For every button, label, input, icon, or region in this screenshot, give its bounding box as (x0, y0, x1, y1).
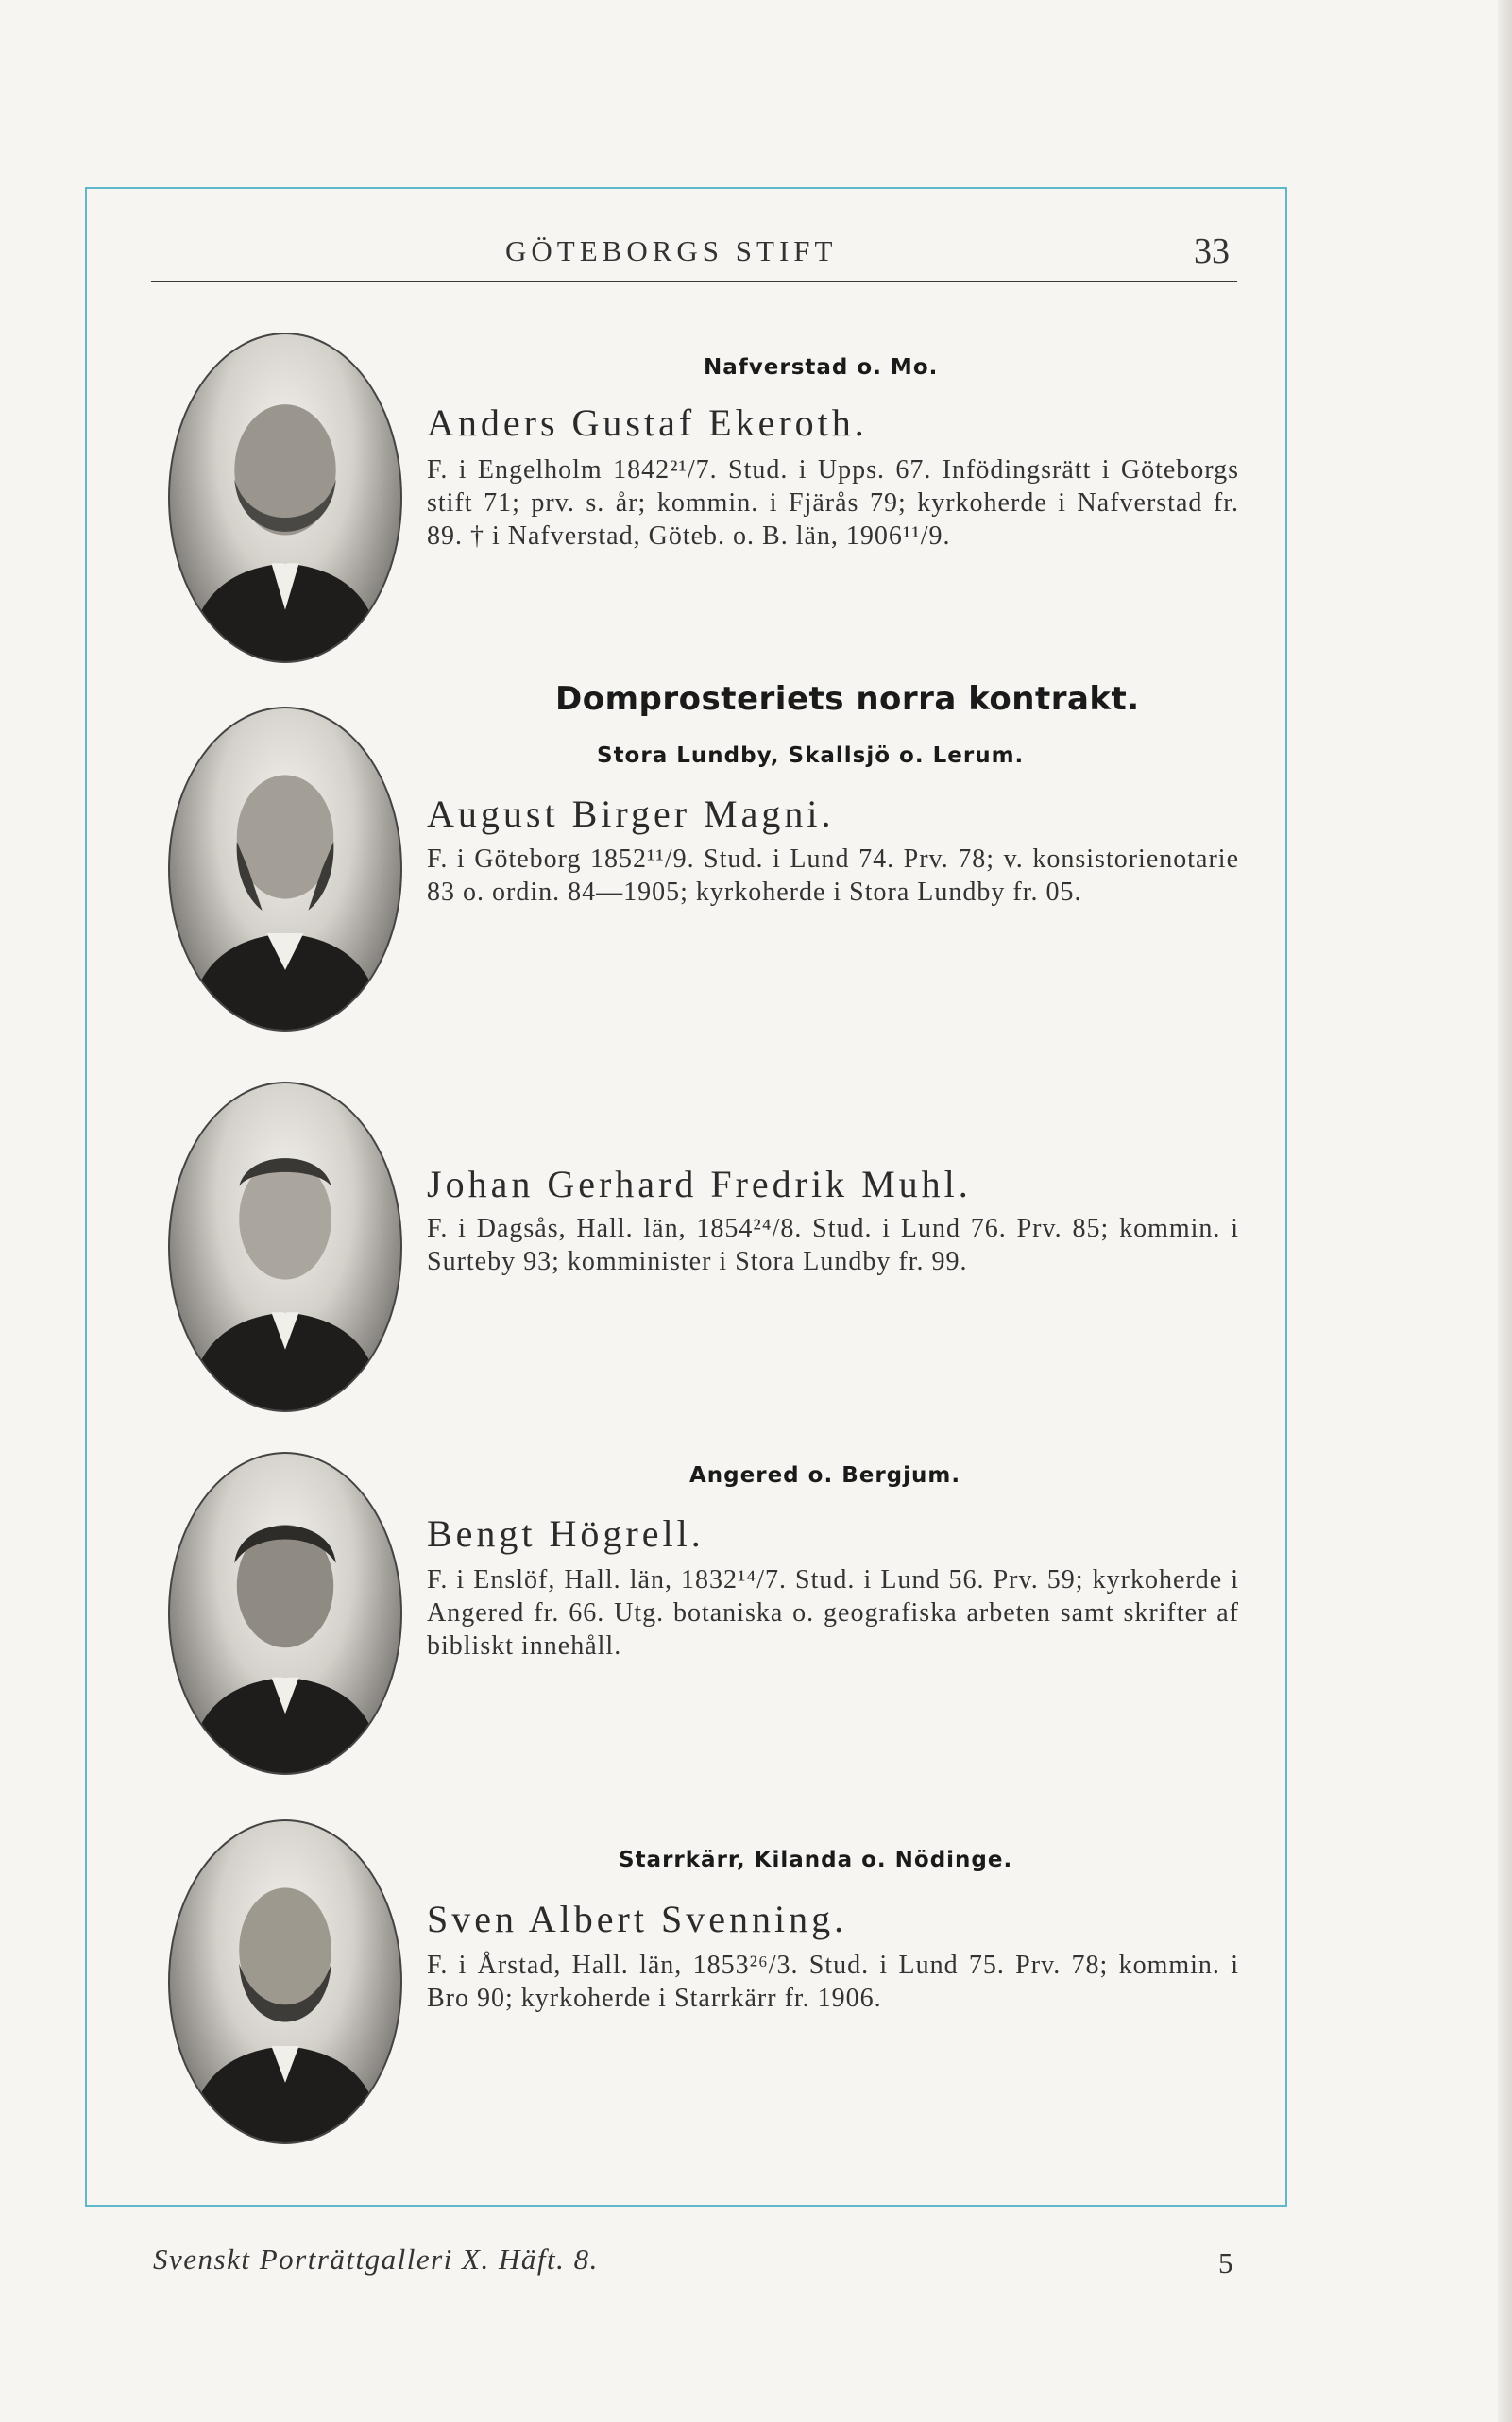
footer-sheet-number: 5 (1218, 2246, 1233, 2279)
section-title: Domprosteriets norra kontrakt. (555, 680, 1140, 718)
parish-heading: Angered o. Bergjum. (689, 1463, 961, 1488)
parish-heading: Nafverstad o. Mo. (704, 355, 939, 380)
footer-series: Svenskt Porträttgalleri X. Häft. 8. (153, 2243, 599, 2276)
portrait-silhouette (170, 334, 400, 661)
person-bio: F. i Enslöf, Hall. län, 1832¹⁴/7. Stud. i Lund 56. Prv. 59; kyrkoherde i Angered fr. 66. Utg. botaniska o. geografiska arbeten samt skrifter af bibliskt innehåll. (427, 1565, 1239, 1661)
page-edge (1498, 0, 1512, 2422)
portrait-photo (168, 1452, 402, 1775)
portrait-silhouette (170, 708, 400, 1030)
page-number: 33 (1194, 231, 1230, 271)
portrait-silhouette (170, 1083, 400, 1410)
running-head (151, 227, 1237, 282)
portrait-photo (168, 707, 402, 1032)
portrait-photo (168, 1819, 402, 2144)
portrait-photo (168, 1082, 402, 1412)
parish-heading: Stora Lundby, Skallsjö o. Lerum. (597, 743, 1025, 768)
person-bio: F. i Engelholm 1842²¹/7. Stud. i Upps. 67. Infödingsrätt i Göteborgs stift 71; prv. s. år; kommin. i Fjärås 79; kyrkoherde i Nafverstad fr. 89. † i Nafverstad, Göteb. o. B. län, 1906¹¹/9. (427, 455, 1239, 551)
person-name: Sven Albert Svenning. (427, 1898, 848, 1940)
running-title: GÖTEBORGS STIFT (505, 234, 838, 267)
portrait-silhouette (170, 1454, 400, 1773)
person-bio: F. i Årstad, Hall. län, 1853²⁶/3. Stud. i Lund 75. Prv. 78; kommin. i Bro 90; kyrkoherde i Starrkärr fr. 1906. (427, 1951, 1239, 2013)
person-name: August Birger Magni. (427, 793, 835, 835)
portrait-photo (168, 333, 402, 663)
person-bio: F. i Dagsås, Hall. län, 1854²⁴/8. Stud. i Lund 76. Prv. 85; kommin. i Surteby 93; komminister i Stora Lundby fr. 99. (427, 1214, 1239, 1276)
person-name: Johan Gerhard Fredrik Muhl. (427, 1163, 972, 1205)
person-name: Bengt Högrell. (427, 1512, 705, 1555)
parish-heading: Starrkärr, Kilanda o. Nödinge. (619, 1848, 1013, 1872)
portrait-silhouette (170, 1821, 400, 2142)
person-bio: F. i Göteborg 1852¹¹/9. Stud. i Lund 74. Prv. 78; v. konsistorienotarie 83 o. ordin. 84—1905; kyrkoherde i Stora Lundby fr. 05. (427, 844, 1239, 907)
person-name: Anders Gustaf Ekeroth. (427, 401, 868, 444)
